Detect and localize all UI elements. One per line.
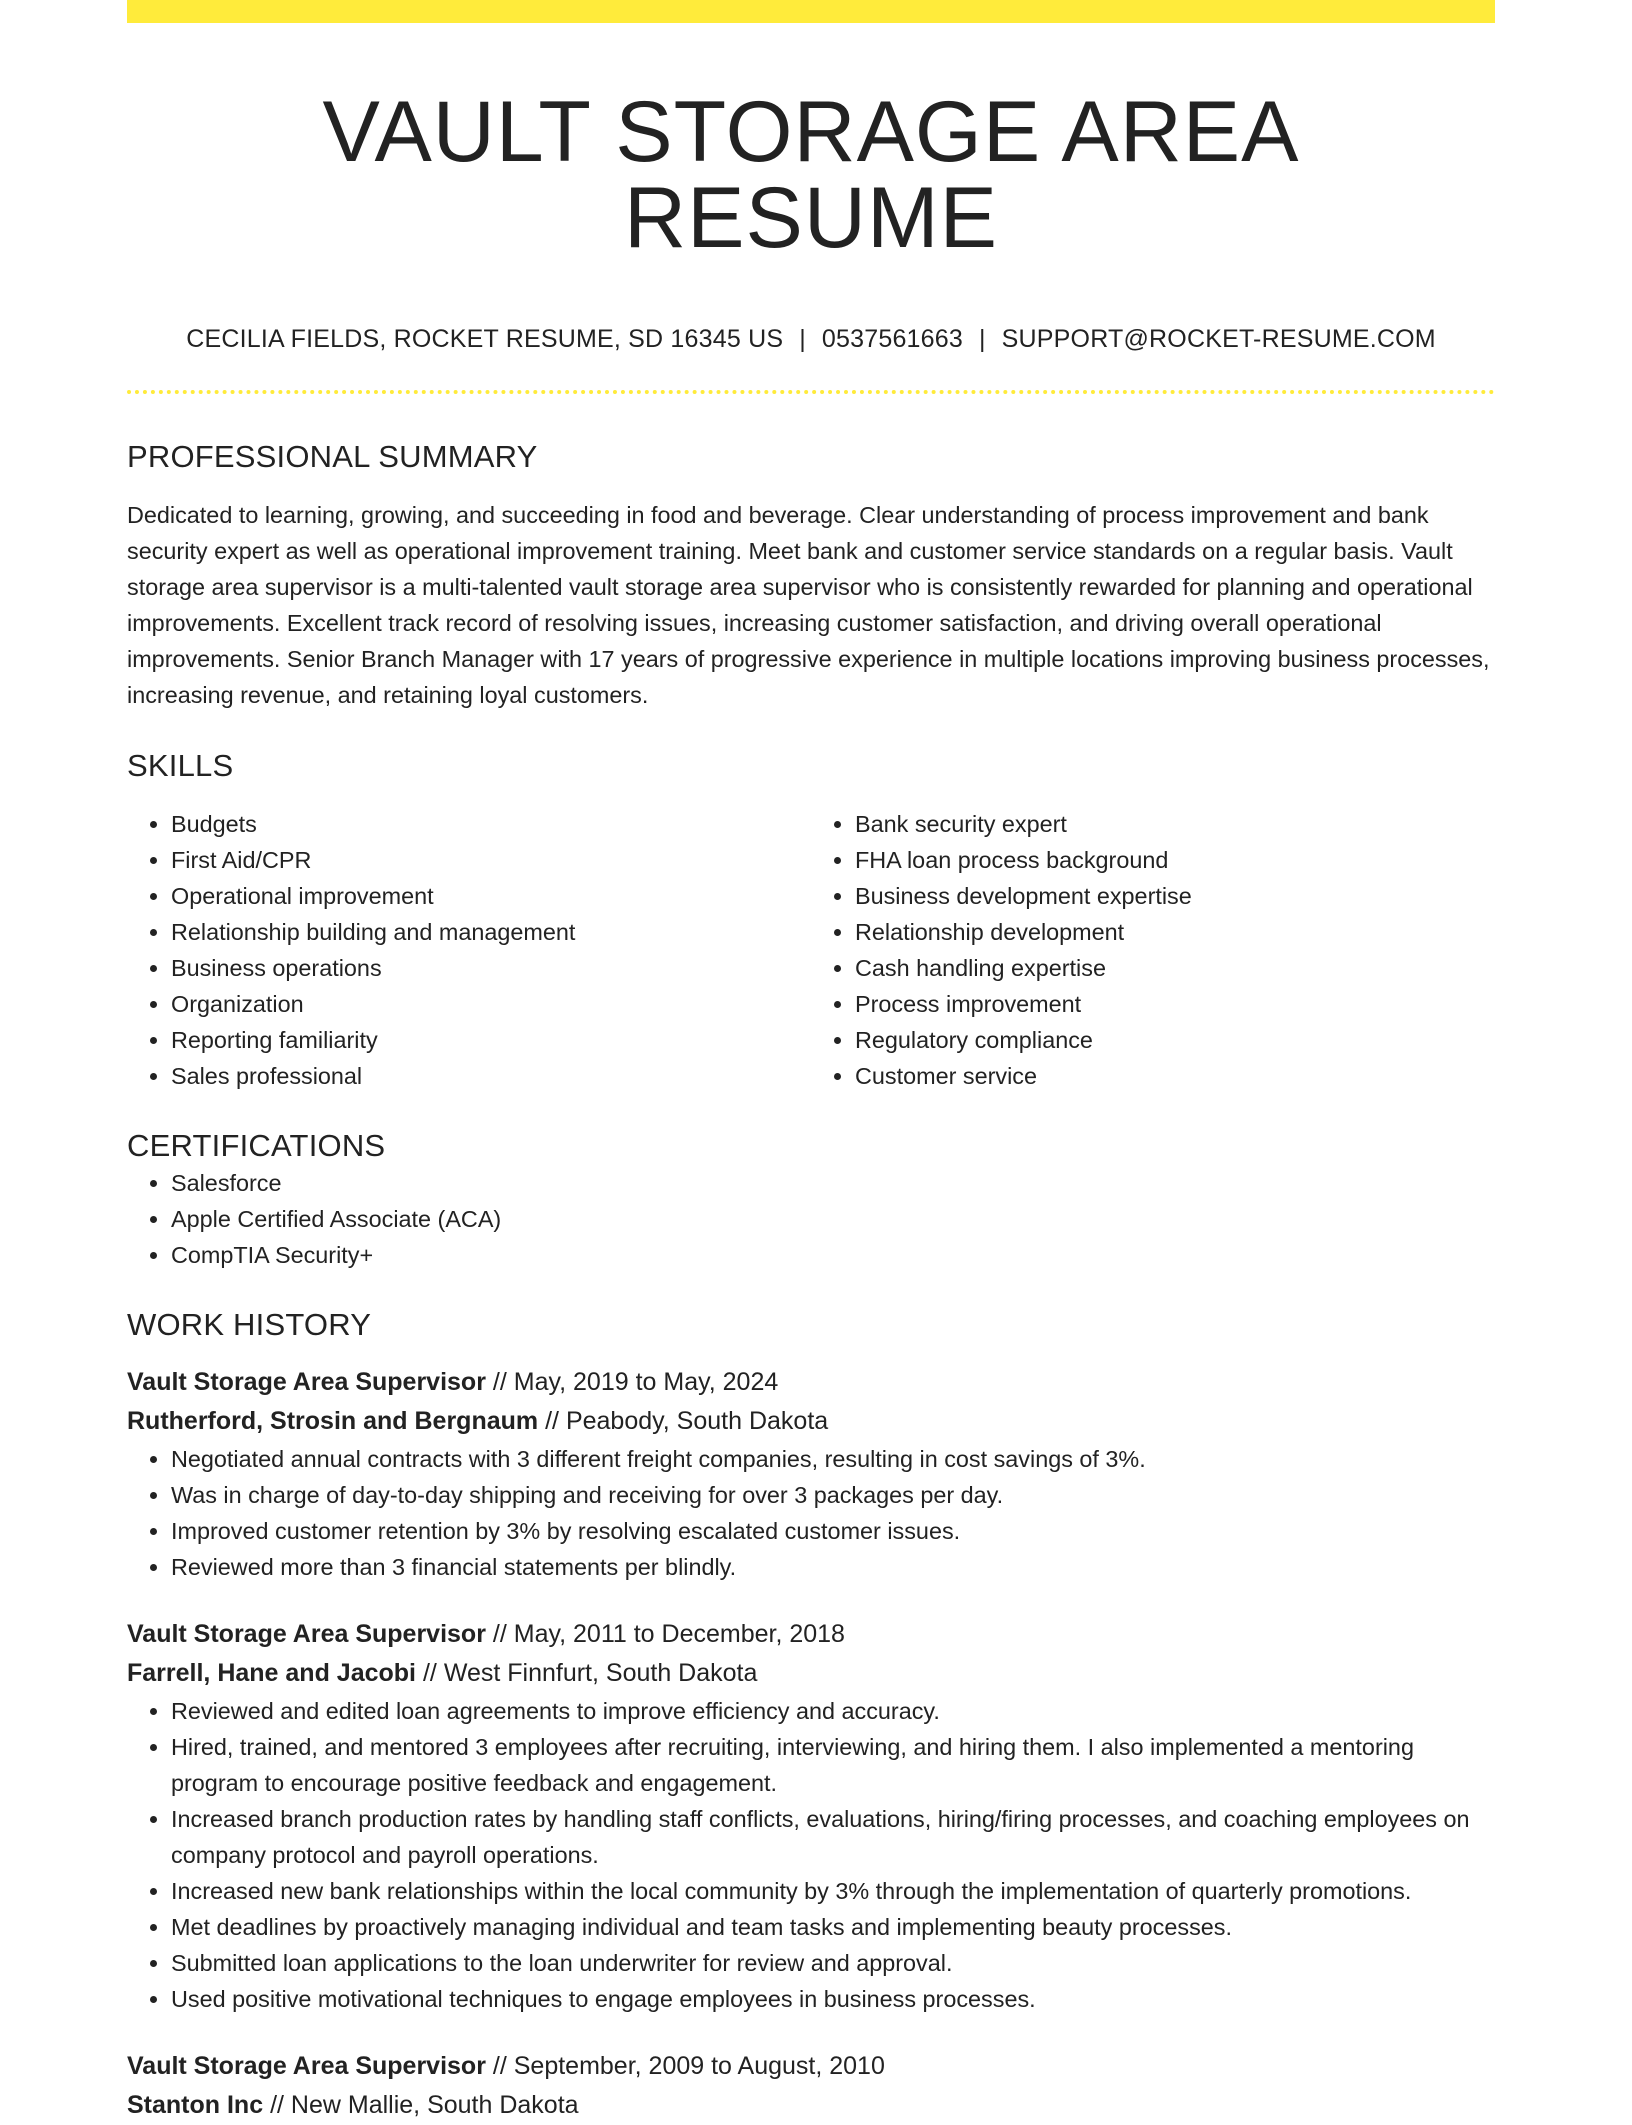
job-separator: // [545, 1406, 559, 1435]
skill-item: • Sales professional [171, 1058, 811, 1094]
job-company-line [127, 2086, 1495, 2125]
certification-item: • Salesforce [171, 1165, 1495, 1201]
job-title-line [127, 1363, 1495, 1402]
job-title-line [127, 2047, 1495, 2086]
job-bullets [127, 1693, 1495, 2017]
skill-item: • First Aid/CPR [171, 842, 811, 878]
work-history-heading: WORK HISTORY [127, 1306, 372, 1342]
skill-item: • FHA loan process background [855, 842, 1495, 878]
skill-item: • Process improvement [855, 986, 1495, 1022]
job-bullet: • Hired, trained, and mentored 3 employees after recruiting, interviewing, and hiring them. I also implemented a mentoring program to encourage positive feedback and engagement. [171, 1729, 1495, 1801]
top-accent-bar [127, 0, 1495, 23]
skill-item: • Reporting familiarity [171, 1022, 811, 1058]
skill-item: • Budgets [171, 806, 811, 842]
certification-item: • CompTIA Security+ [171, 1237, 1495, 1273]
job-bullet: • Used positive motivational techniques to engage employees in business processes. [171, 1981, 1495, 2017]
job-title: Vault Storage Area Supervisor [127, 2051, 486, 2080]
summary-heading: PROFESSIONAL SUMMARY [127, 439, 538, 474]
skill-item: • Business operations [171, 950, 811, 986]
job-bullet: • Improved customer retention by 3% by resolving escalated customer issues. [171, 1513, 1495, 1549]
job-title: Vault Storage Area Supervisor [127, 1619, 486, 1648]
job-company-line [127, 1654, 1495, 1693]
job-company: Farrell, Hane and Jacobi [127, 1658, 416, 1687]
job-bullet: • Reviewed more than 3 financial statements per blindly. [171, 1549, 1495, 1585]
job-company: Rutherford, Strosin and Bergnaum [127, 1406, 539, 1435]
skill-item: • Organization [171, 986, 811, 1022]
skill-item: • Bank security expert [855, 806, 1495, 842]
job-entry [127, 1615, 1495, 2017]
job-separator: // [270, 2090, 284, 2119]
job-separator: // [492, 2051, 507, 2080]
job-entry [127, 1363, 1495, 1585]
contact-address: CECILIA FIELDS, ROCKET RESUME, SD 16345 US [186, 325, 784, 353]
job-dates: May, 2019 to May, 2024 [513, 1367, 779, 1396]
skills-list-left [127, 806, 811, 1094]
certifications-heading: CERTIFICATIONS [127, 1128, 386, 1164]
contact-email: SUPPORT@ROCKET-RESUME.COM [1001, 325, 1436, 353]
job-dates: September, 2009 to August, 2010 [513, 2051, 885, 2080]
job-title: Vault Storage Area Supervisor [127, 1367, 486, 1396]
contact-separator: | [978, 325, 986, 353]
job-bullet: • Negotiated annual contracts with 3 different freight companies, resulting in cost savings of 3%. [171, 1441, 1495, 1477]
skills-columns [127, 806, 1495, 1094]
resume-title: VAULT STORAGE AREA RESUME [322, 84, 1300, 266]
job-bullet: • Increased new bank relationships within the local community by 3% through the implementation of quarterly promotions. [171, 1873, 1495, 1909]
job-title-line [127, 1615, 1495, 1654]
skill-item: • Relationship building and management [171, 914, 811, 950]
job-company: Stanton Inc [127, 2090, 264, 2119]
skill-item: • Customer service [855, 1058, 1495, 1094]
summary-text: Dedicated to learning, growing, and succeeding in food and beverage. Clear understanding of process improvement and bank security expert as well as operational improvement training. Meet bank and customer service standards on a regular basis. Vault storage area supervisor is a multi-talented vault storage area supervisor who is consistently rewarded for planning and operational improvements. Excellent track record of resolving issues, increasing customer satisfaction, and driving overall operational improvements. Senior Branch Manager with 17 years of progressive experience in multiple locations improving business processes, increasing revenue, and retaining loyal customers. [127, 502, 1490, 709]
contact-line [127, 325, 1495, 354]
skills-list-right [811, 806, 1495, 1094]
job-bullet: • Met deadlines by proactively managing individual and team tasks and implementing beauty processes. [171, 1909, 1495, 1945]
job-bullet: • Increased branch production rates by handling staff conflicts, evaluations, hiring/firing processes, and coaching employees on company protocol and payroll operations. [171, 1801, 1495, 1873]
skill-item: • Cash handling expertise [855, 950, 1495, 986]
dotted-divider [127, 390, 1495, 394]
skill-item: • Regulatory compliance [855, 1022, 1495, 1058]
job-dates: May, 2011 to December, 2018 [513, 1619, 845, 1648]
job-location: Peabody, South Dakota [565, 1406, 829, 1435]
job-separator: // [492, 1619, 507, 1648]
skill-item: • Business development expertise [855, 878, 1495, 914]
skill-item: • Operational improvement [171, 878, 811, 914]
job-bullet: • Submitted loan applications to the loan underwriter for review and approval. [171, 1945, 1495, 1981]
contact-separator: | [799, 325, 806, 353]
job-location: West Finnfurt, South Dakota [443, 1658, 758, 1687]
job-bullet: • Reviewed and edited loan agreements to improve efficiency and accuracy. [171, 1693, 1495, 1729]
job-bullet: • Was in charge of day-to-day shipping and receiving for over 3 packages per day. [171, 1477, 1495, 1513]
certification-item: • Apple Certified Associate (ACA) [171, 1201, 1495, 1237]
job-separator: // [422, 1658, 437, 1687]
job-separator: // [492, 1367, 507, 1396]
certifications-list [127, 1165, 1495, 1273]
job-entry [127, 2047, 1495, 2125]
job-location: New Mallie, South Dakota [290, 2090, 579, 2119]
skills-heading: SKILLS [127, 748, 234, 784]
job-company-line [127, 1402, 1495, 1441]
job-bullets [127, 1441, 1495, 1585]
resume-page [127, 0, 1495, 2125]
contact-phone: 0537561663 [821, 325, 963, 353]
skill-item: • Relationship development [855, 914, 1495, 950]
